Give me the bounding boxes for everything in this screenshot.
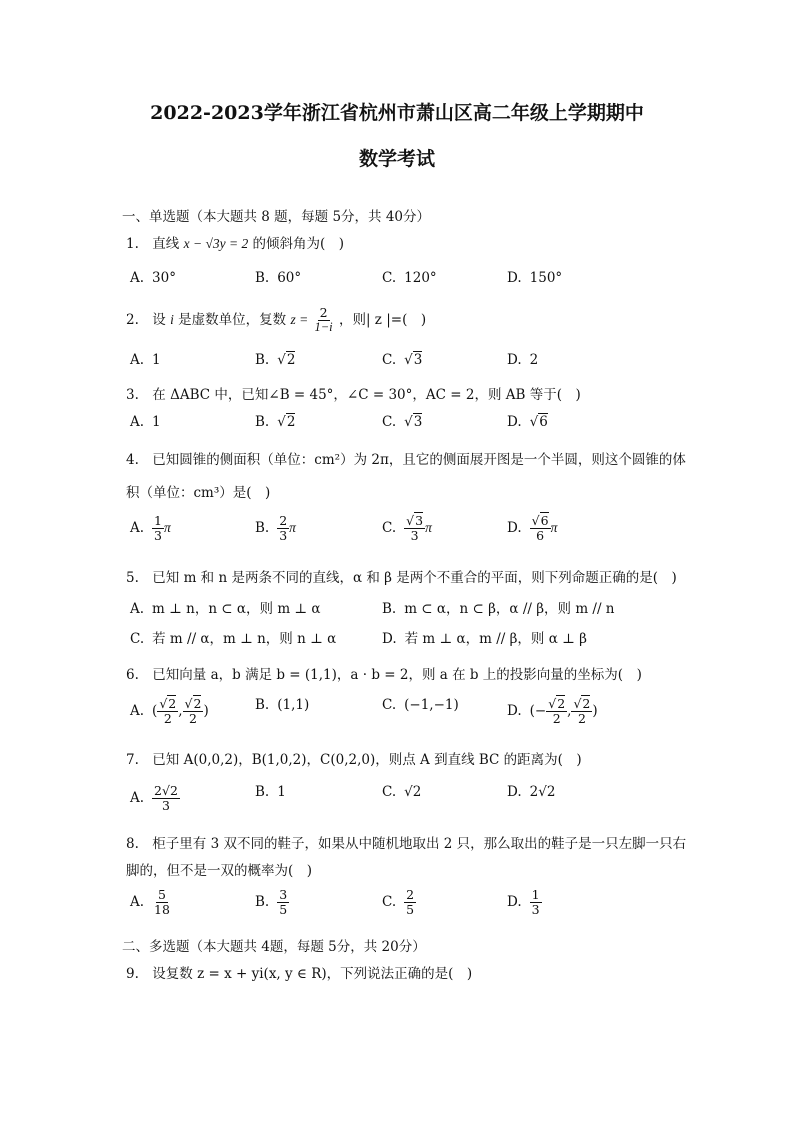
option-value: 2 [286,414,296,430]
fraction [277,888,289,917]
pi-symbol: π [425,519,432,535]
radicand: 2 [193,696,202,711]
fraction [546,697,567,726]
fraction [404,514,425,543]
option-a[interactable] [130,270,176,286]
option-label: C. [382,352,397,368]
option-b[interactable] [255,784,286,800]
question-number: 4. [126,452,139,468]
option-c[interactable] [382,352,422,368]
radicand: 6 [540,513,549,528]
option-value: 1 [152,414,161,430]
question-text: 已知 m 和 n 是两条不同的直线，α 和 β 是两个不重合的平面，则下列命题正确的是( ) [152,570,677,586]
sqrt-icon: √ [184,696,193,711]
question-7 [126,748,582,768]
sqrt-icon: √ [277,414,286,430]
sqrt-icon: √ [531,513,540,528]
option-c[interactable] [382,784,421,800]
option-a[interactable] [130,414,161,430]
option-label: C. [382,697,397,713]
denominator: 18 [154,901,170,917]
option-label: A. [130,789,145,806]
numerator: 2 [319,305,328,320]
math-symbol: z = [290,311,309,327]
question-text: 已知 A(0,0,2)，B(1,0,2)，C(0,2,0)，则点 A 到直线 BC 的距离为( ) [152,752,582,768]
option-a[interactable] [130,352,161,368]
option-value: 1 [277,784,286,800]
question-5 [126,566,677,586]
pi-symbol: π [550,519,558,535]
numerator: 2 [279,513,288,528]
option-label: C. [382,784,397,800]
option-d[interactable] [507,514,557,543]
question-number: 7. [126,752,139,768]
option-d[interactable]: D. (− $\frac{√2}{2}$ , $\frac{√2}{2}$ ) [507,696,598,726]
option-value: 150° [529,270,563,286]
numerator: 5 [158,887,166,902]
numerator [157,697,178,712]
numerator [183,697,204,712]
option-value: 1 [152,352,161,368]
option-c[interactable] [130,627,336,647]
option-c[interactable] [382,888,416,917]
radicand: 2 [582,696,591,711]
question-text: 设 [152,311,166,328]
option-value: 3 [413,414,423,430]
option-a[interactable] [130,514,171,543]
denominator: 2 [552,710,561,726]
fraction [571,697,592,726]
question-number: 3. [126,387,139,403]
numerator [546,697,567,712]
sqrt-icon: √ [406,513,415,528]
question-text: 的倾斜角为( ) [252,236,345,252]
option-label: C. [382,893,397,910]
option-label: D. [507,784,522,800]
option-a[interactable] [130,888,172,917]
option-d[interactable] [507,888,542,917]
denominator: 3 [154,527,162,543]
option-label: B. [255,784,270,800]
fraction [152,514,164,543]
denominator: 3 [410,527,419,543]
option-a[interactable] [130,597,321,617]
denominator: 3 [279,527,288,543]
numerator [404,514,425,529]
question-2 [126,306,426,335]
radicand: 2 [557,696,566,711]
numerator [530,514,551,529]
option-label: C. [382,519,397,536]
question-text: 在 ΔABC 中，已知∠B = 45°，∠C = 30°，AC = 2，则 AB 等于( ) [152,387,581,403]
numerator [571,697,592,712]
option-d[interactable] [507,352,538,368]
question-text: 直线 [152,236,180,252]
option-value: 6 [539,414,548,430]
sqrt-icon: √ [548,696,557,711]
option-value: 30° [152,270,176,286]
fraction [183,697,204,726]
option-value: 若 m ⊥ α，m // β，则 α ⊥ β [404,631,587,647]
denominator: 3 [162,797,170,813]
numerator: 2√2 [154,783,178,798]
section-heading-single-choice: 一、单选题（本大题共 8 题，每题 5分，共 40分） [122,209,431,225]
option-d[interactable] [507,270,562,286]
numerator: 3 [279,887,288,902]
fraction [277,514,289,543]
option-label: D. [507,702,522,719]
question-8-line1 [126,832,686,852]
option-c[interactable] [382,514,432,543]
numerator: 2 [406,887,415,902]
fraction [530,888,542,917]
sqrt-icon: √ [277,352,286,368]
option-value: (−1,−1) [404,697,459,713]
option-a[interactable] [130,784,180,813]
question-3 [126,383,581,403]
question-text: 设复数 z = x + yi(x, y ∈ R)，下列说法正确的是( ) [152,966,473,982]
option-label: B. [255,697,270,713]
option-label: D. [507,270,522,286]
numerator: 1 [154,513,162,528]
option-label: B. [255,414,270,430]
denominator: 1−i [314,319,333,334]
question-8-line2 [126,859,312,879]
denominator: 5 [406,901,415,917]
option-value: 3 [413,352,423,368]
question-9 [126,962,472,982]
option-label: C. [382,270,397,286]
radicand: 2 [168,696,177,711]
option-value: (1,1) [277,697,310,713]
option-label: A. [130,601,145,617]
question-4-line2 [126,481,270,501]
option-c[interactable] [382,270,437,286]
option-label: B. [255,270,270,286]
math-expression: x − √3y = 2 [183,236,249,251]
question-number: 2. [126,311,139,328]
option-label: D. [507,352,522,368]
sqrt-icon: √ [573,696,582,711]
option-b[interactable] [255,270,301,286]
option-label: A. [130,893,145,910]
option-label: A. [130,352,145,368]
question-text: 是虚数单位，复数 [178,311,287,328]
question-text: 已知向量 a，b 满足 b = (1,1)，a · b = 2，则 a 在 b 上的投影向量的坐标为( ) [152,667,642,683]
option-c[interactable] [382,414,422,430]
option-b[interactable] [382,597,615,617]
option-label: D. [507,893,522,910]
denominator: 2 [577,710,586,726]
option-value: 2√2 [529,784,556,800]
fraction [530,514,551,543]
fraction [157,697,178,726]
question-4-line1 [126,448,686,468]
math-symbol: i [170,311,174,327]
exam-title-line2: 数学考试 [358,148,435,170]
question-text: ，则| z |=( ) [338,311,427,328]
option-label: B. [382,601,397,617]
pi-symbol: π [289,519,296,535]
fraction [404,888,416,917]
option-b[interactable] [255,697,309,713]
question-1 [126,232,344,252]
option-label: A. [130,414,145,430]
option-value: 2 [529,352,539,368]
section-heading-multiple-choice: 二、多选题（本大题共 4题，每题 5分，共 20分） [122,939,426,955]
fraction [313,306,335,335]
option-value: 120° [404,270,437,286]
question-number: 8. [126,836,139,852]
exam-title-line1: 2022-2023学年浙江省杭州市萧山区高二年级上学期期中 [150,102,644,124]
fraction [152,888,172,917]
question-number: 9. [126,966,139,982]
option-d[interactable] [507,784,555,800]
option-d[interactable] [507,414,548,430]
option-b[interactable] [255,352,295,368]
option-label: B. [255,893,270,910]
question-6 [126,663,642,683]
option-label: A. [130,519,145,536]
option-value: √2 [404,784,422,800]
option-label: A. [130,270,145,286]
option-label: C. [130,631,145,647]
question-number: 6. [126,667,139,683]
option-label: B. [255,519,270,536]
sqrt-icon: √ [529,414,539,430]
denominator: 6 [536,527,545,543]
pi-symbol: π [164,519,171,535]
question-number: 5. [126,570,139,586]
option-c[interactable] [382,697,459,713]
question-text: 积（单位：cm³）是( ) [126,485,271,501]
radicand: 3 [415,513,424,528]
sqrt-icon: √ [404,414,413,430]
sqrt-icon: √ [404,352,413,368]
option-value: 60° [277,270,302,286]
option-value: 2 [286,352,296,368]
denominator: 2 [189,710,197,726]
numerator: 1 [531,887,540,902]
option-label: D. [382,631,397,647]
option-label: D. [507,414,522,430]
option-label: D. [507,519,522,536]
denominator: 5 [279,901,288,917]
question-text: 脚的，但不是一双的概率为( ) [126,863,313,879]
sqrt-icon: √ [159,696,168,711]
option-d[interactable] [382,627,587,647]
option-value: m ⊥ n，n ⊂ α，则 m ⊥ α [152,601,321,617]
option-b[interactable] [255,888,289,917]
question-text: 已知圆锥的侧面积（单位：cm²）为 2π，且它的侧面展开图是一个半圆，则这个圆锥的体 [152,452,686,468]
option-a[interactable]: A. ( $\frac{√2}{2}$ , $\frac{√2}{2}$ ) [130,696,209,726]
option-label: C. [382,414,397,430]
option-value: 若 m // α，m ⊥ n，则 n ⊥ α [152,631,337,647]
question-text: 柜子里有 3 双不同的鞋子，如果从中随机地取出 2 只，那么取出的鞋子是一只左脚一只右 [152,836,687,852]
option-b[interactable] [255,414,295,430]
fraction [152,784,180,813]
denominator: 3 [531,901,540,917]
option-label: A. [130,702,145,719]
option-label: B. [255,352,270,368]
option-b[interactable] [255,514,296,543]
question-number: 1. [126,236,139,252]
option-value: m ⊂ α，n ⊂ β，α // β，则 m // n [404,601,615,617]
denominator: 2 [163,710,172,726]
